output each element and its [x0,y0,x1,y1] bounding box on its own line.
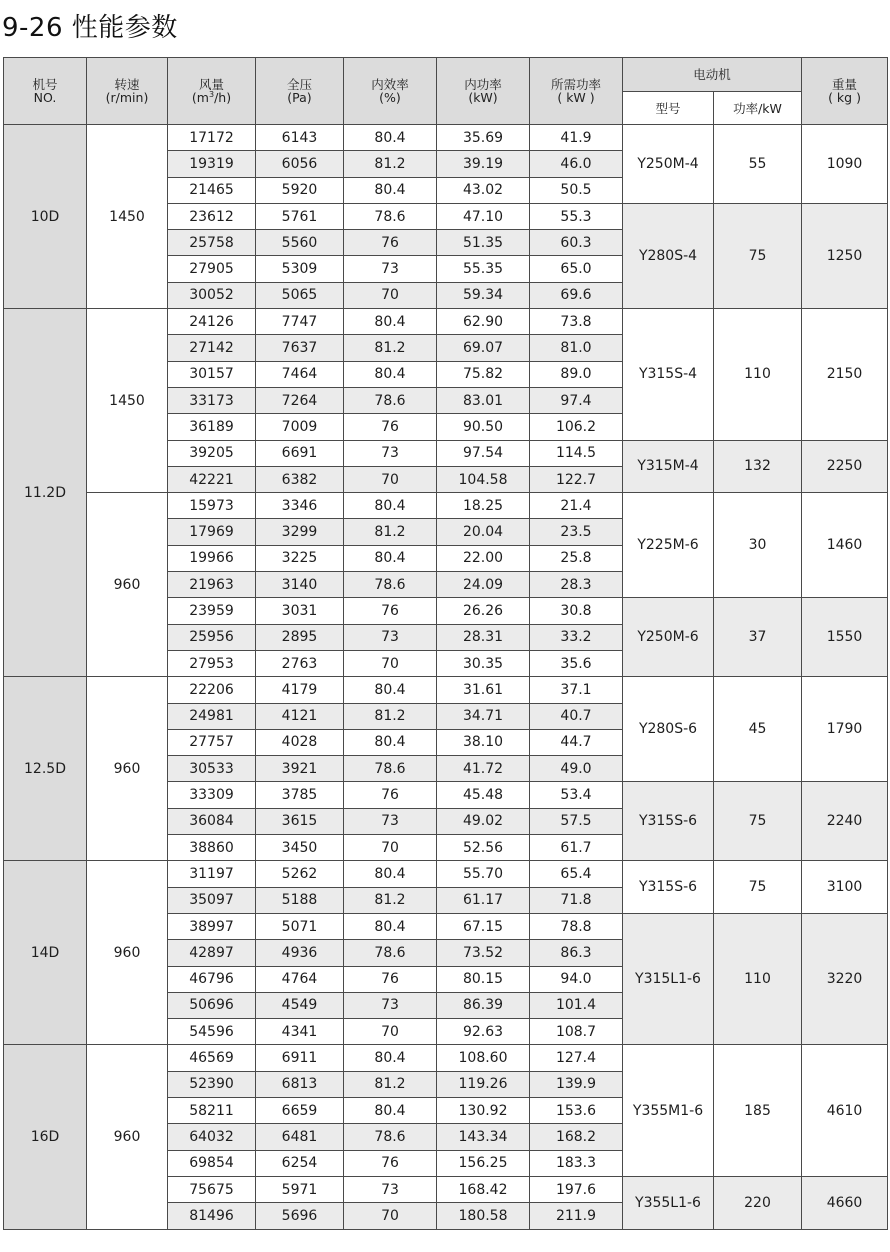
efficiency-cell: 73 [344,440,437,466]
efficiency-cell: 78.6 [344,756,437,782]
efficiency-cell: 70 [344,1203,437,1230]
flow-cell: 22206 [168,677,256,703]
internal-power-cell: 90.50 [437,414,530,440]
required-power-cell: 37.1 [530,677,623,703]
internal-power-cell: 180.58 [437,1203,530,1230]
pressure-cell: 7747 [256,309,344,335]
header-motor-power: 功率/kW [714,92,802,125]
required-power-cell: 35.6 [530,650,623,676]
pressure-cell: 4341 [256,1019,344,1045]
internal-power-cell: 73.52 [437,940,530,966]
motor-power-cell: 132 [714,440,802,493]
efficiency-cell: 81.2 [344,703,437,729]
required-power-cell: 57.5 [530,808,623,834]
internal-power-cell: 55.70 [437,861,530,887]
pressure-cell: 7009 [256,414,344,440]
efficiency-cell: 78.6 [344,1124,437,1150]
flow-cell: 81496 [168,1203,256,1230]
internal-power-cell: 97.54 [437,440,530,466]
flow-cell: 27757 [168,729,256,755]
internal-power-cell: 26.26 [437,598,530,624]
pressure-cell: 5071 [256,913,344,939]
efficiency-cell: 80.4 [344,729,437,755]
table-row [4,125,888,151]
internal-power-cell: 168.42 [437,1176,530,1202]
required-power-cell: 69.6 [530,282,623,308]
weight-cell: 4610 [802,1045,888,1176]
motor-power-cell: 75 [714,782,802,861]
efficiency-cell: 76 [344,414,437,440]
internal-power-cell: 52.56 [437,835,530,861]
motor-model-cell: Y315M-4 [623,440,714,493]
performance-table [3,57,888,1230]
pressure-cell: 6382 [256,466,344,492]
efficiency-cell: 70 [344,466,437,492]
speed-cell: 960 [87,493,168,677]
pressure-cell: 3450 [256,835,344,861]
motor-power-cell: 37 [714,598,802,677]
flow-cell: 23612 [168,203,256,229]
pressure-cell: 4764 [256,966,344,992]
internal-power-cell: 31.61 [437,677,530,703]
internal-power-cell: 104.58 [437,466,530,492]
efficiency-cell: 70 [344,835,437,861]
pressure-cell: 3299 [256,519,344,545]
flow-cell: 17969 [168,519,256,545]
speed-cell: 960 [87,861,168,1045]
required-power-cell: 78.8 [530,913,623,939]
motor-model-cell: Y250M-4 [623,125,714,204]
flow-cell: 52390 [168,1071,256,1097]
flow-cell: 54596 [168,1019,256,1045]
motor-power-cell: 75 [714,203,802,308]
weight-cell: 4660 [802,1176,888,1229]
motor-power-cell: 220 [714,1176,802,1229]
header-speed: 转速 (r/min) [87,58,168,125]
flow-cell: 75675 [168,1176,256,1202]
speed-cell: 1450 [87,309,168,493]
internal-power-cell: 28.31 [437,624,530,650]
internal-power-cell: 130.92 [437,1097,530,1123]
flow-cell: 23959 [168,598,256,624]
pressure-cell: 4549 [256,992,344,1018]
required-power-cell: 122.7 [530,466,623,492]
pressure-cell: 7264 [256,387,344,413]
internal-power-cell: 143.34 [437,1124,530,1150]
required-power-cell: 106.2 [530,414,623,440]
pressure-cell: 3225 [256,545,344,571]
flow-cell: 25758 [168,230,256,256]
pressure-cell: 2763 [256,650,344,676]
required-power-cell: 49.0 [530,756,623,782]
motor-model-cell: Y225M-6 [623,493,714,598]
model-no-cell: 16D [4,1045,87,1230]
efficiency-cell: 80.4 [344,493,437,519]
pressure-cell: 5696 [256,1203,344,1230]
internal-power-cell: 45.48 [437,782,530,808]
model-no-cell: 12.5D [4,677,87,861]
internal-power-cell: 51.35 [437,230,530,256]
flow-cell: 39205 [168,440,256,466]
required-power-cell: 73.8 [530,309,623,335]
pressure-cell: 5920 [256,177,344,203]
flow-cell: 27905 [168,256,256,282]
internal-power-cell: 20.04 [437,519,530,545]
internal-power-cell: 119.26 [437,1071,530,1097]
efficiency-cell: 73 [344,256,437,282]
required-power-cell: 81.0 [530,335,623,361]
motor-model-cell: Y315S-6 [623,782,714,861]
required-power-cell: 168.2 [530,1124,623,1150]
pressure-cell: 6659 [256,1097,344,1123]
flow-cell: 30052 [168,282,256,308]
pressure-cell: 6481 [256,1124,344,1150]
flow-cell: 33309 [168,782,256,808]
header-required-power: 所需功率 ( kW ) [530,58,623,125]
internal-power-cell: 108.60 [437,1045,530,1071]
header-row-1 [4,58,888,92]
flow-cell: 46796 [168,966,256,992]
flow-cell: 46569 [168,1045,256,1071]
speed-cell: 960 [87,677,168,861]
flow-cell: 21963 [168,572,256,598]
header-model-no: 机号 NO. [4,58,87,125]
flow-cell: 38860 [168,835,256,861]
flow-cell: 17172 [168,125,256,151]
pressure-cell: 6254 [256,1150,344,1176]
internal-power-cell: 39.19 [437,151,530,177]
required-power-cell: 114.5 [530,440,623,466]
internal-power-cell: 62.90 [437,309,530,335]
header-pressure: 全压 (Pa) [256,58,344,125]
efficiency-cell: 81.2 [344,1071,437,1097]
pressure-cell: 6143 [256,125,344,151]
efficiency-cell: 78.6 [344,203,437,229]
efficiency-cell: 80.4 [344,361,437,387]
internal-power-cell: 75.82 [437,361,530,387]
motor-model-cell: Y315S-4 [623,309,714,440]
required-power-cell: 25.8 [530,545,623,571]
efficiency-cell: 70 [344,282,437,308]
efficiency-cell: 73 [344,1176,437,1202]
table-row [4,861,888,887]
required-power-cell: 23.5 [530,519,623,545]
required-power-cell: 33.2 [530,624,623,650]
required-power-cell: 197.6 [530,1176,623,1202]
pressure-cell: 6911 [256,1045,344,1071]
internal-power-cell: 18.25 [437,493,530,519]
pressure-cell: 6056 [256,151,344,177]
flow-cell: 30533 [168,756,256,782]
pressure-cell: 5309 [256,256,344,282]
table-row [4,677,888,703]
table-body [4,125,888,1230]
flow-cell: 25956 [168,624,256,650]
required-power-cell: 86.3 [530,940,623,966]
weight-cell: 1460 [802,493,888,598]
flow-cell: 33173 [168,387,256,413]
efficiency-cell: 80.4 [344,1045,437,1071]
speed-cell: 960 [87,1045,168,1230]
required-power-cell: 40.7 [530,703,623,729]
internal-power-cell: 59.34 [437,282,530,308]
motor-power-cell: 110 [714,913,802,1044]
required-power-cell: 28.3 [530,572,623,598]
efficiency-cell: 73 [344,808,437,834]
internal-power-cell: 24.09 [437,572,530,598]
required-power-cell: 65.4 [530,861,623,887]
efficiency-cell: 81.2 [344,335,437,361]
required-power-cell: 89.0 [530,361,623,387]
pressure-cell: 4028 [256,729,344,755]
efficiency-cell: 80.4 [344,545,437,571]
flow-cell: 58211 [168,1097,256,1123]
pressure-cell: 7464 [256,361,344,387]
header-efficiency: 内效率 (%) [344,58,437,125]
efficiency-cell: 78.6 [344,572,437,598]
pressure-cell: 6691 [256,440,344,466]
flow-cell: 15973 [168,493,256,519]
efficiency-cell: 70 [344,1019,437,1045]
internal-power-cell: 35.69 [437,125,530,151]
efficiency-cell: 76 [344,598,437,624]
required-power-cell: 153.6 [530,1097,623,1123]
weight-cell: 1090 [802,125,888,204]
pressure-cell: 5761 [256,203,344,229]
weight-cell: 1790 [802,677,888,782]
internal-power-cell: 86.39 [437,992,530,1018]
flow-cell: 38997 [168,913,256,939]
efficiency-cell: 78.6 [344,387,437,413]
pressure-cell: 5560 [256,230,344,256]
efficiency-cell: 80.4 [344,177,437,203]
table-row [4,1045,888,1071]
pressure-cell: 4179 [256,677,344,703]
weight-cell: 1250 [802,203,888,308]
required-power-cell: 97.4 [530,387,623,413]
efficiency-cell: 73 [344,992,437,1018]
efficiency-cell: 81.2 [344,519,437,545]
internal-power-cell: 47.10 [437,203,530,229]
internal-power-cell: 156.25 [437,1150,530,1176]
efficiency-cell: 80.4 [344,1097,437,1123]
header-motor: 电动机 [623,58,802,92]
required-power-cell: 101.4 [530,992,623,1018]
internal-power-cell: 67.15 [437,913,530,939]
required-power-cell: 50.5 [530,177,623,203]
required-power-cell: 44.7 [530,729,623,755]
pressure-cell: 5188 [256,887,344,913]
internal-power-cell: 92.63 [437,1019,530,1045]
required-power-cell: 53.4 [530,782,623,808]
pressure-cell: 3921 [256,756,344,782]
pressure-cell: 4936 [256,940,344,966]
required-power-cell: 55.3 [530,203,623,229]
efficiency-cell: 78.6 [344,940,437,966]
internal-power-cell: 43.02 [437,177,530,203]
flow-cell: 31197 [168,861,256,887]
pressure-cell: 5262 [256,861,344,887]
required-power-cell: 60.3 [530,230,623,256]
motor-model-cell: Y280S-4 [623,203,714,308]
model-no-cell: 14D [4,861,87,1045]
efficiency-cell: 80.4 [344,861,437,887]
internal-power-cell: 55.35 [437,256,530,282]
required-power-cell: 30.8 [530,598,623,624]
flow-cell: 24981 [168,703,256,729]
required-power-cell: 139.9 [530,1071,623,1097]
motor-model-cell: Y355L1-6 [623,1176,714,1229]
pressure-cell: 3346 [256,493,344,519]
header-motor-model: 型号 [623,92,714,125]
model-no-cell: 11.2D [4,309,87,677]
motor-power-cell: 110 [714,309,802,440]
weight-cell: 3100 [802,861,888,914]
efficiency-cell: 76 [344,1150,437,1176]
efficiency-cell: 76 [344,782,437,808]
required-power-cell: 21.4 [530,493,623,519]
efficiency-cell: 81.2 [344,887,437,913]
flow-cell: 21465 [168,177,256,203]
required-power-cell: 183.3 [530,1150,623,1176]
required-power-cell: 46.0 [530,151,623,177]
internal-power-cell: 69.07 [437,335,530,361]
internal-power-cell: 34.71 [437,703,530,729]
required-power-cell: 71.8 [530,887,623,913]
motor-model-cell: Y315L1-6 [623,913,714,1044]
flow-cell: 42897 [168,940,256,966]
weight-cell: 2250 [802,440,888,493]
required-power-cell: 65.0 [530,256,623,282]
pressure-cell: 3140 [256,572,344,598]
motor-model-cell: Y315S-6 [623,861,714,914]
flow-cell: 19966 [168,545,256,571]
motor-model-cell: Y250M-6 [623,598,714,677]
motor-power-cell: 45 [714,677,802,782]
motor-power-cell: 185 [714,1045,802,1176]
efficiency-cell: 80.4 [344,125,437,151]
pressure-cell: 3031 [256,598,344,624]
required-power-cell: 94.0 [530,966,623,992]
pressure-cell: 3785 [256,782,344,808]
internal-power-cell: 80.15 [437,966,530,992]
internal-power-cell: 83.01 [437,387,530,413]
pressure-cell: 3615 [256,808,344,834]
internal-power-cell: 22.00 [437,545,530,571]
flow-cell: 27953 [168,650,256,676]
flow-cell: 19319 [168,151,256,177]
page-title: 9-26 性能参数 [2,13,178,43]
header-internal-power: 内功率 (kW) [437,58,530,125]
table-row [4,309,888,335]
required-power-cell: 61.7 [530,835,623,861]
pressure-cell: 7637 [256,335,344,361]
motor-power-cell: 75 [714,861,802,914]
internal-power-cell: 38.10 [437,729,530,755]
efficiency-cell: 80.4 [344,913,437,939]
efficiency-cell: 80.4 [344,309,437,335]
efficiency-cell: 80.4 [344,677,437,703]
pressure-cell: 5065 [256,282,344,308]
internal-power-cell: 61.17 [437,887,530,913]
pressure-cell: 2895 [256,624,344,650]
required-power-cell: 41.9 [530,125,623,151]
flow-cell: 64032 [168,1124,256,1150]
weight-cell: 3220 [802,913,888,1044]
header-flow: 风量 $(m^3/h)$ [168,58,256,125]
model-no-cell: 10D [4,125,87,309]
efficiency-cell: 76 [344,230,437,256]
motor-model-cell: Y355M1-6 [623,1045,714,1176]
internal-power-cell: 49.02 [437,808,530,834]
motor-power-cell: 30 [714,493,802,598]
flow-cell: 24126 [168,309,256,335]
header-weight: 重量 ( kg ) [802,58,888,125]
flow-cell: 50696 [168,992,256,1018]
internal-power-cell: 41.72 [437,756,530,782]
flow-cell: 27142 [168,335,256,361]
required-power-cell: 108.7 [530,1019,623,1045]
flow-cell: 69854 [168,1150,256,1176]
pressure-cell: 6813 [256,1071,344,1097]
speed-cell: 1450 [87,125,168,309]
table-row [4,493,888,519]
weight-cell: 2240 [802,782,888,861]
required-power-cell: 211.9 [530,1203,623,1230]
weight-cell: 1550 [802,598,888,677]
flow-cell: 42221 [168,466,256,492]
efficiency-cell: 81.2 [344,151,437,177]
internal-power-cell: 30.35 [437,650,530,676]
flow-cell: 30157 [168,361,256,387]
flow-cell: 36189 [168,414,256,440]
required-power-cell: 127.4 [530,1045,623,1071]
pressure-cell: 4121 [256,703,344,729]
motor-power-cell: 55 [714,125,802,204]
flow-cell: 36084 [168,808,256,834]
weight-cell: 2150 [802,309,888,440]
flow-cell: 35097 [168,887,256,913]
efficiency-cell: 73 [344,624,437,650]
efficiency-cell: 76 [344,966,437,992]
motor-model-cell: Y280S-6 [623,677,714,782]
efficiency-cell: 70 [344,650,437,676]
pressure-cell: 5971 [256,1176,344,1202]
